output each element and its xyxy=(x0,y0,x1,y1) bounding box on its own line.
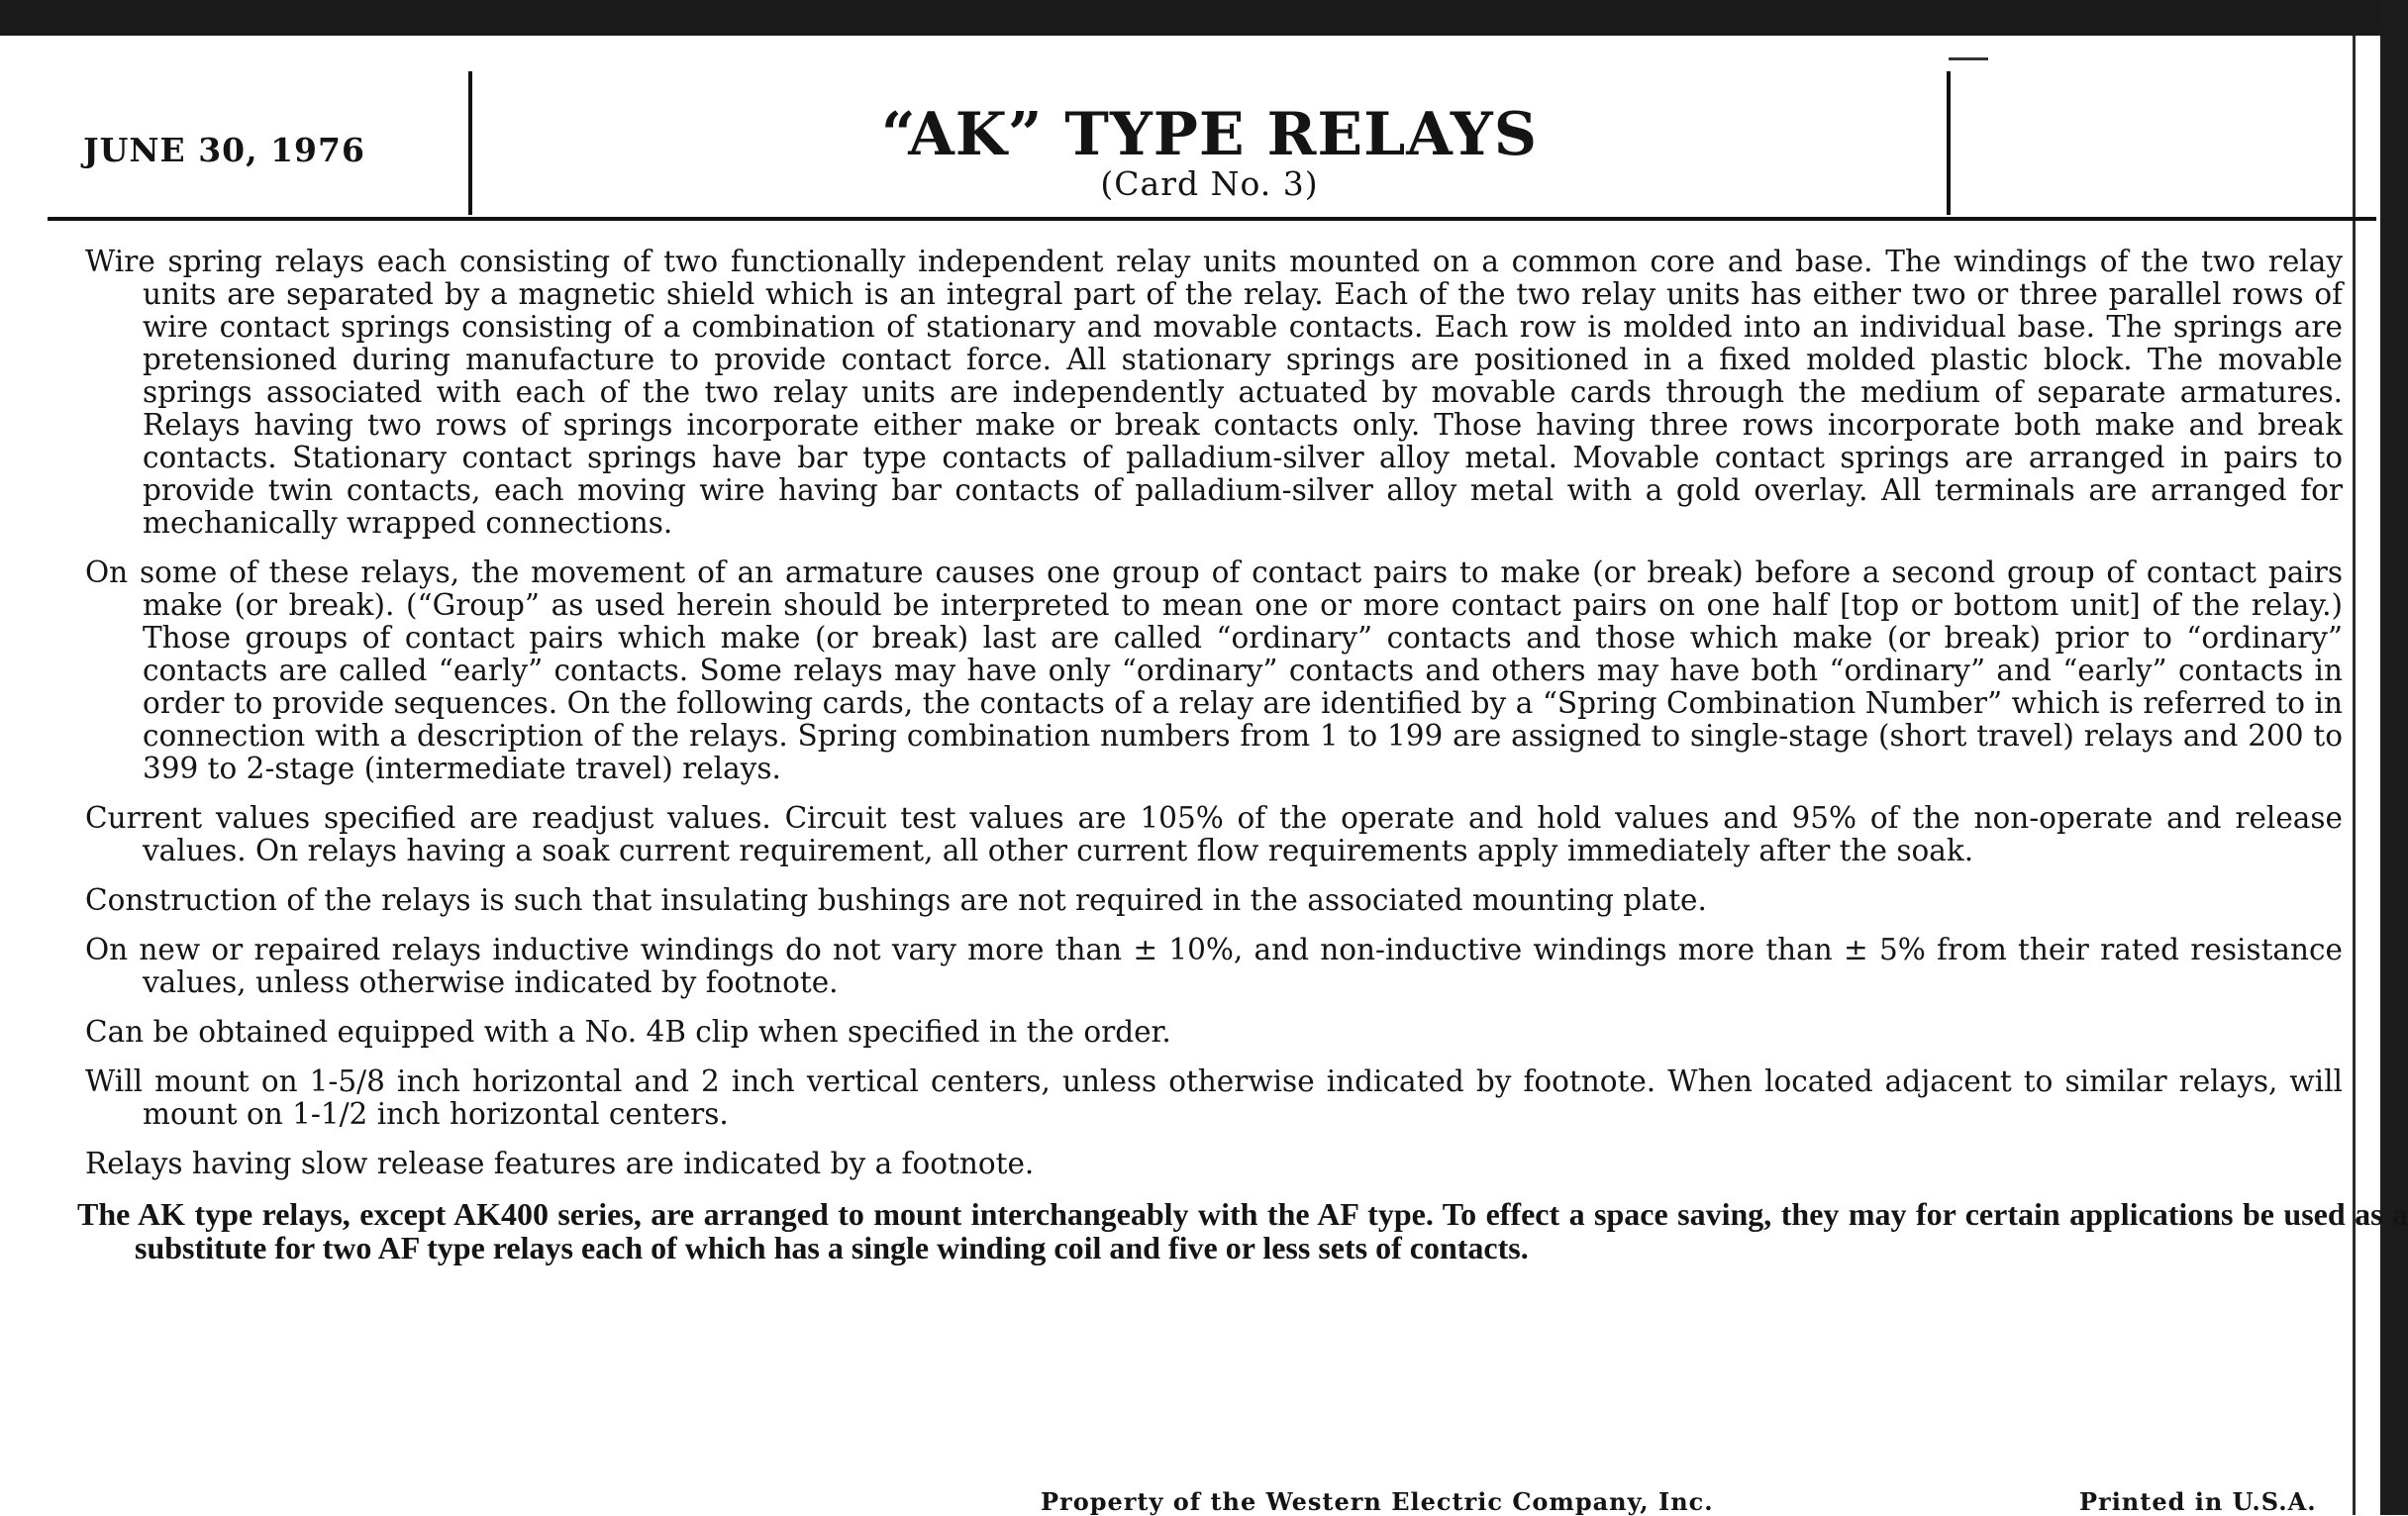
header-divider-right xyxy=(1947,71,1951,215)
paragraph-mounting: Will mount on 1-5/8 inch horizontal and 2 inch vertical centers, unless otherwise indicated by footnote. When located adjacent to similar relays, will mount on 1-1/2 inch horizontal centers. xyxy=(85,1064,2343,1131)
paragraph-description: Wire spring relays each consisting of two functionally independent relay units mounted on a common core and base. The windings of the two relay units are separated by a magnetic shield which is an integral part of the relay. Each of the two relay units has either two or three parallel rows of wire contact springs consisting of a combination of stationary and movable contacts. Each row is molded into an individual base. The springs are pretensioned during manufacture to provide contact force. All stationary springs are positioned in a fixed molded plastic block. The movable springs associated with each of the two relay units are independently actuated by movable cards through the medium of separate armatures. Relays having two rows of springs incorporate either make or break contacts only. Those having three rows incorporate both make and break contacts. Stationary contact springs have bar type contacts of palladium-silver alloy metal. Movable contact springs are arranged in pairs to provide twin contacts, each moving wire having bar contacts of palladium-silver alloy metal with a gold overlay. All terminals are arranged for mechanically wrapped connections. xyxy=(85,245,2343,540)
scan-right-border xyxy=(2380,0,2408,1515)
page-title: “AK” TYPE RELAYS xyxy=(880,100,1539,169)
card-number: (Card No. 3) xyxy=(1100,164,1319,203)
card-body xyxy=(77,245,2408,1281)
paragraph-clip: Can be obtained equipped with a No. 4B clip when specified in the order. xyxy=(85,1015,1171,1049)
paragraph-interchangeability: The AK type relays, except AK400 series, are arranged to mount interchangeably with the AF type. To effect a space saving, they may for certain applications be used as a substitute for two AF type relays each of which has a single winding coil and five or less sets of contacts. xyxy=(77,1196,2408,1265)
header-date: JUNE 30, 1976 xyxy=(83,131,365,169)
footer-owner: Property of the Western Electric Company, Inc. xyxy=(1041,1487,1714,1516)
paragraph-construction: Construction of the relays is such that insulating bushings are not required in the associated mounting plate. xyxy=(85,883,1707,917)
paragraph-slow-release: Relays having slow release features are indicated by a footnote. xyxy=(85,1147,1035,1180)
paragraph-windings: On new or repaired relays inductive windings do not vary more than ± 10%, and non-inductive windings more than ± 5% from their rated resistance values, unless otherwise indicated by footnote. xyxy=(85,933,2343,999)
paragraph-current-values: Current values specified are readjust values. Circuit test values are 105% of the operate and hold values and 95% of the non-operate and release values. On relays having a soak current requirement, all other current flow requirements apply immediately after the soak. xyxy=(85,801,2343,867)
paragraph-contact-groups: On some of these relays, the movement of an armature causes one group of contact pairs to make (or break) before a second group of contact pairs make (or break). (“Group” as used herein should be interpreted to mean one or more contact pairs on one half [top or bottom unit] of the relay.) Those groups of contact pairs which make (or break) last are called “ordinary” contacts and those which make (or break) prior to “ordinary” contacts are called “early” contacts. Some relays may have only “ordinary” contacts and others may have both “ordinary” and “early” contacts in order to provide sequences. On the following cards, the contacts of a relay are identified by a “Spring Combination Number” which is referred to in connection with a description of the relays. Spring combination numbers from 1 to 199 are assigned to single-stage (short travel) relays and 200 to 399 to 2-stage (intermediate travel) relays. xyxy=(85,556,2343,785)
header-tick-mark xyxy=(1949,57,1988,60)
scan-top-border xyxy=(0,0,2408,36)
footer-printed: Printed in U.S.A. xyxy=(2079,1487,2317,1516)
header-rule xyxy=(48,217,2376,221)
card-right-edge xyxy=(2353,36,2356,1515)
